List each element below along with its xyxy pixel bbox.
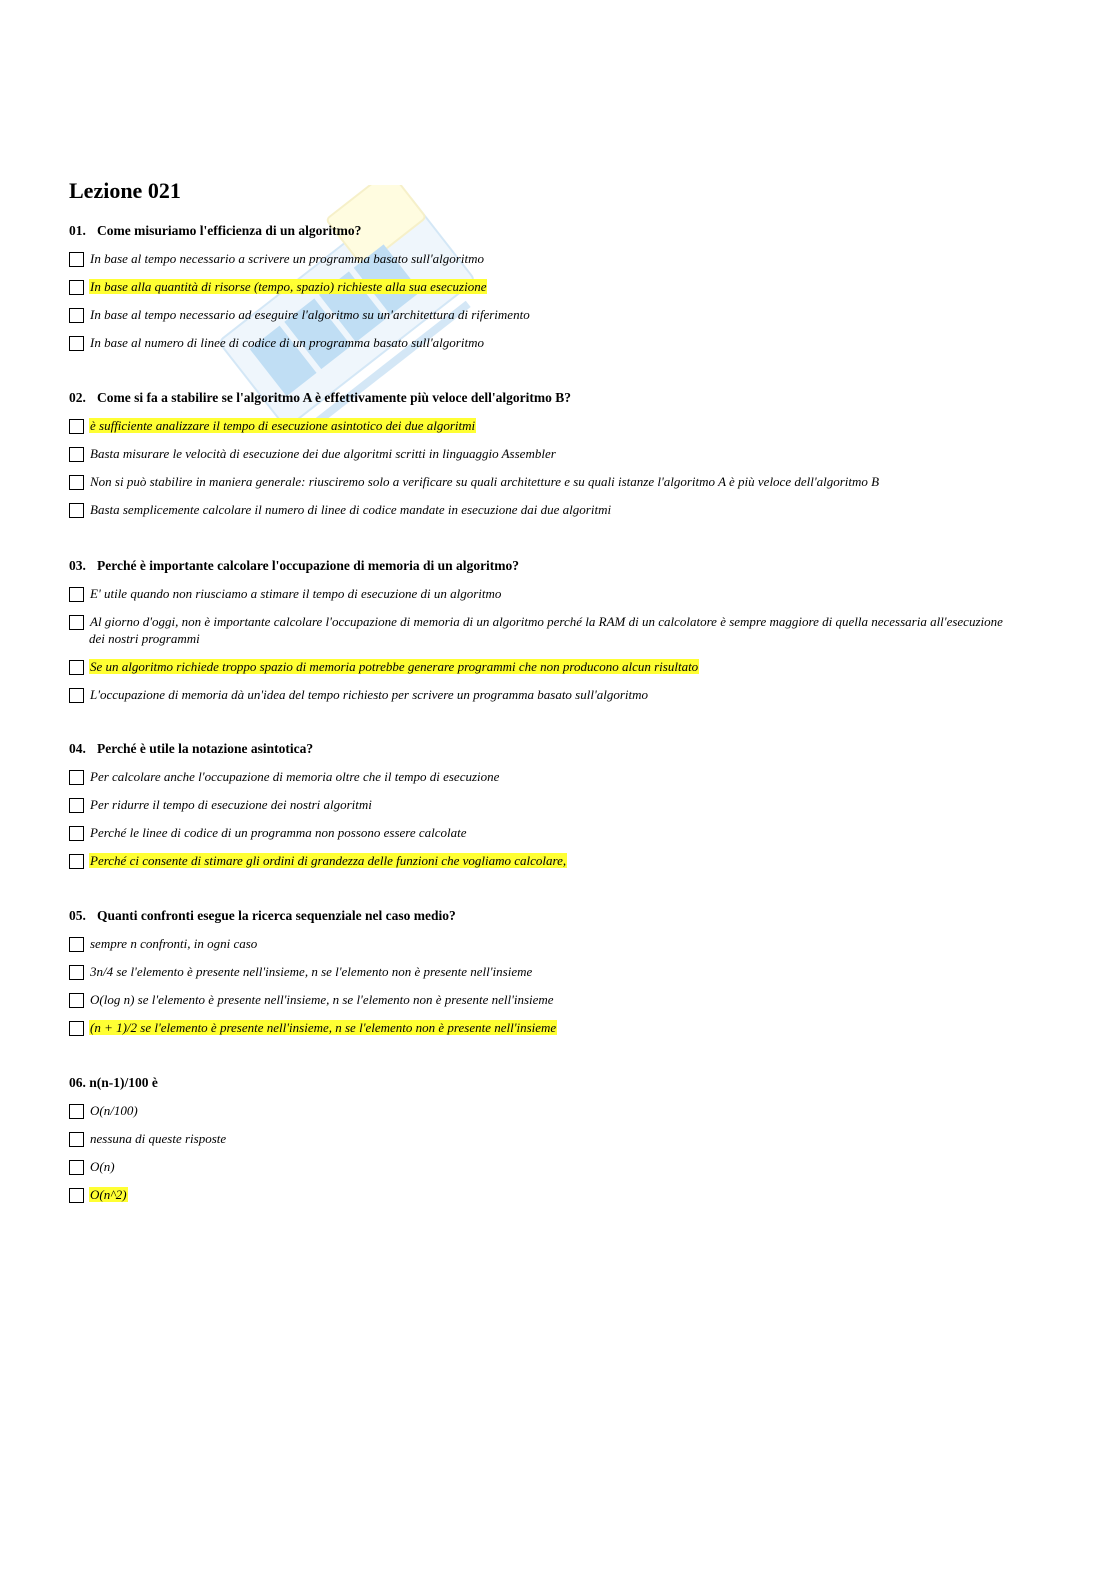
- answer-option[interactable]: [69, 658, 1069, 675]
- answer-option[interactable]: [69, 1158, 1069, 1175]
- answer-text-highlighted: (n + 1)/2 se l'elemento è presente nell'insieme, n se l'elemento non è presente nell'insieme: [90, 1020, 557, 1035]
- question-06: [69, 1073, 1069, 1203]
- checkbox-icon[interactable]: [69, 993, 84, 1008]
- checkbox-icon[interactable]: [69, 308, 84, 323]
- checkbox-icon[interactable]: [69, 475, 84, 490]
- answer-text-highlighted: In base alla quantità di risorse (tempo, spazio) richieste alla sua esecuzione: [90, 279, 487, 294]
- answer-text-highlighted: O(n^2): [90, 1187, 127, 1202]
- question-03: [69, 556, 1069, 703]
- answer-text: sempre n confronti, in ogni caso: [90, 936, 258, 951]
- answer-text: O(n/100): [90, 1103, 138, 1118]
- question-title: [69, 906, 1069, 926]
- answer-text: In base al tempo necessario a scrivere un programma basato sull'algoritmo: [90, 251, 484, 266]
- answer-text-highlighted: è sufficiente analizzare il tempo di esecuzione asintotico dei due algoritmi: [90, 418, 476, 433]
- checkbox-icon[interactable]: [69, 252, 84, 267]
- question-title: [69, 739, 1069, 759]
- answer-text: Basta misurare le velocità di esecuzione dei due algoritmi scritti in linguaggio Assembler: [90, 446, 556, 461]
- question-title: [69, 221, 1069, 241]
- answer-text: E' utile quando non riusciamo a stimare il tempo di esecuzione di un algoritmo: [90, 586, 502, 601]
- answer-text: Per ridurre il tempo di esecuzione dei nostri algoritmi: [90, 797, 372, 812]
- checkbox-icon[interactable]: [69, 965, 84, 980]
- answer-option[interactable]: [69, 613, 1019, 647]
- answer-option[interactable]: [69, 334, 1069, 351]
- answer-option[interactable]: [69, 250, 1069, 267]
- checkbox-icon[interactable]: [69, 587, 84, 602]
- question-title: [69, 556, 1069, 576]
- question-title: [69, 388, 1069, 408]
- answer-option[interactable]: [69, 991, 1069, 1008]
- checkbox-icon[interactable]: [69, 688, 84, 703]
- question-text: Quanti confronti esegue la ricerca sequenziale nel caso medio?: [97, 908, 456, 923]
- answer-option[interactable]: [69, 1186, 1069, 1203]
- checkbox-icon[interactable]: [69, 419, 84, 434]
- checkbox-icon[interactable]: [69, 1188, 84, 1203]
- checkbox-icon[interactable]: [69, 770, 84, 785]
- answer-text: Al giorno d'oggi, non è importante calcolare l'occupazione di memoria di un algoritmo perché la RAM di un calcolatore è sempre maggiore di quella necessaria all'esecuzione dei nostri programmi: [89, 614, 1003, 646]
- checkbox-icon[interactable]: [69, 503, 84, 518]
- answer-text: O(n): [90, 1159, 115, 1174]
- answer-option[interactable]: [69, 686, 1069, 703]
- answer-text-highlighted: Se un algoritmo richiede troppo spazio di memoria potrebbe generare programmi che non producono alcun risultato: [90, 659, 699, 674]
- answer-option[interactable]: [69, 1102, 1069, 1119]
- checkbox-icon[interactable]: [69, 336, 84, 351]
- checkbox-icon[interactable]: [69, 826, 84, 841]
- question-text: n(n-1)/100 è: [89, 1075, 158, 1090]
- answer-option[interactable]: [69, 417, 1069, 434]
- answer-option[interactable]: [69, 852, 1069, 869]
- answer-text: O(log n) se l'elemento è presente nell'insieme, n se l'elemento non è presente nell'insieme: [90, 992, 554, 1007]
- answer-option[interactable]: [69, 306, 1069, 323]
- answer-text: 3n/4 se l'elemento è presente nell'insieme, n se l'elemento non è presente nell'insieme: [90, 964, 533, 979]
- checkbox-icon[interactable]: [69, 937, 84, 952]
- question-05: [69, 906, 1069, 1036]
- checkbox-icon[interactable]: [69, 1132, 84, 1147]
- answer-text: In base al numero di linee di codice di un programma basato sull'algoritmo: [90, 335, 484, 350]
- answer-text-highlighted: Perché ci consente di stimare gli ordini di grandezza delle funzioni che vogliamo calcolare,: [90, 853, 567, 868]
- answer-text: Non si può stabilire in maniera generale: riusciremo solo a verificare su quali architetture e su quali istanze l'algoritmo A è più veloce dell'algoritmo B: [90, 474, 880, 489]
- question-number: 01.: [69, 223, 86, 238]
- answer-option[interactable]: [69, 1019, 1069, 1036]
- question-text: Come misuriamo l'efficienza di un algoritmo?: [97, 223, 362, 238]
- checkbox-icon[interactable]: [69, 798, 84, 813]
- checkbox-icon[interactable]: [69, 854, 84, 869]
- answer-option[interactable]: [69, 935, 1069, 952]
- checkbox-icon[interactable]: [69, 615, 84, 630]
- checkbox-icon[interactable]: [69, 280, 84, 295]
- question-text: Come si fa a stabilire se l'algoritmo A è effettivamente più veloce dell'algoritmo B?: [97, 390, 572, 405]
- question-02: [69, 388, 1069, 518]
- answer-option[interactable]: [69, 278, 1069, 295]
- answer-text: Perché le linee di codice di un programma non possono essere calcolate: [90, 825, 467, 840]
- question-number: 04.: [69, 741, 86, 756]
- answer-text: Basta semplicemente calcolare il numero di linee di codice mandate in esecuzione dai due algoritmi: [90, 502, 612, 517]
- answer-option[interactable]: [69, 796, 1069, 813]
- answer-text: nessuna di queste risposte: [90, 1131, 227, 1146]
- question-number: 05.: [69, 908, 86, 923]
- answer-text: In base al tempo necessario ad eseguire l'algoritmo su un'architettura di riferimento: [90, 307, 530, 322]
- answer-text: Per calcolare anche l'occupazione di memoria oltre che il tempo di esecuzione: [90, 769, 500, 784]
- answer-option[interactable]: [69, 445, 1069, 462]
- answer-option[interactable]: [69, 585, 1069, 602]
- question-number: 02.: [69, 390, 86, 405]
- checkbox-icon[interactable]: [69, 447, 84, 462]
- question-text: Perché è importante calcolare l'occupazione di memoria di un algoritmo?: [97, 558, 520, 573]
- checkbox-icon[interactable]: [69, 1160, 84, 1175]
- question-01: [69, 221, 1069, 351]
- answer-option[interactable]: [69, 768, 1069, 785]
- answer-option[interactable]: [69, 963, 1069, 980]
- checkbox-icon[interactable]: [69, 660, 84, 675]
- question-04: [69, 739, 1069, 869]
- answer-option[interactable]: [69, 501, 1069, 518]
- question-number: 06.: [69, 1075, 86, 1090]
- question-number: 03.: [69, 558, 86, 573]
- answer-option[interactable]: [69, 824, 1069, 841]
- answer-text: L'occupazione di memoria dà un'idea del tempo richiesto per scrivere un programma basato sull'algoritmo: [90, 687, 649, 702]
- checkbox-icon[interactable]: [69, 1104, 84, 1119]
- lesson-title: Lezione 021: [69, 178, 181, 203]
- question-title: [69, 1073, 1069, 1093]
- answer-option[interactable]: [69, 473, 1069, 490]
- answer-option[interactable]: [69, 1130, 1069, 1147]
- question-text: Perché è utile la notazione asintotica?: [97, 741, 314, 756]
- checkbox-icon[interactable]: [69, 1021, 84, 1036]
